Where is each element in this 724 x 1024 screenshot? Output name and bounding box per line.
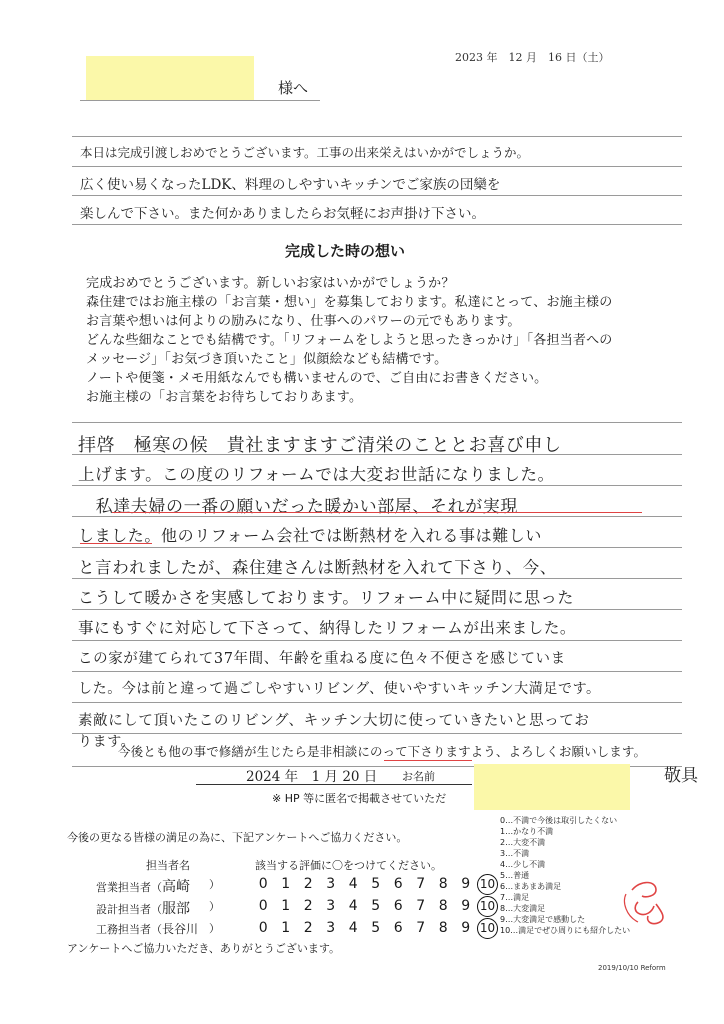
rule-line (72, 609, 682, 610)
rating-option[interactable]: 4 (348, 920, 358, 936)
rating-option-selected[interactable]: 10 (477, 874, 498, 895)
rating-option[interactable]: 9 (461, 876, 471, 892)
legend-item: 0…不満で今後は取引したくない (500, 816, 618, 825)
rating-option[interactable]: 4 (348, 898, 358, 914)
red-underline (80, 543, 152, 544)
role-label: 設計担当者（ (96, 903, 162, 916)
rule-line (72, 547, 682, 548)
survey-row-design (96, 898, 496, 920)
rating-option[interactable]: 7 (416, 920, 426, 936)
rule-line (72, 195, 682, 196)
rule-line (72, 136, 682, 137)
rating-option[interactable]: 5 (371, 876, 381, 892)
rating-option[interactable]: 1 (281, 920, 291, 936)
rule-line (72, 485, 682, 486)
rule-line (72, 578, 682, 579)
rating-option[interactable]: 9 (461, 898, 471, 914)
rule-line (72, 733, 682, 734)
role-close: ） (209, 878, 220, 891)
role-label: 営業担当者（ (96, 881, 162, 894)
letter-line: この家が建てられて37年間、年齢を重ねる度に色々不便さを感じていま (78, 651, 566, 667)
rule-line (72, 671, 682, 672)
survey-row-sales (96, 876, 496, 898)
rule-line (72, 640, 682, 641)
rating-scale[interactable] (252, 896, 498, 917)
rating-option[interactable]: 8 (438, 876, 448, 892)
top-note-line: 本日は完成引渡しおめでとうございます。工事の出来栄えはいかがでしょうか。 (80, 145, 530, 160)
rating-option[interactable]: 5 (371, 920, 381, 936)
intro-line: どんな些細なことでも結構です。「リフォームをしようと思ったきっかけ」「各担当者への (86, 333, 613, 348)
rating-option-selected[interactable]: 10 (477, 918, 498, 939)
rating-option[interactable]: 3 (326, 920, 336, 936)
letter-line: 上げます。この度のリフォームでは大変お世話になりました。 (78, 465, 555, 484)
role-close: ） (209, 900, 220, 913)
intro-paragraph (86, 272, 646, 405)
letter-line: 私達夫婦の一番の願いだった暖かい部屋、それが実現 (78, 497, 518, 517)
role-close: ） (209, 922, 220, 935)
intro-line: 森住建ではお施主様の「お言葉・想い」を募集しております。私達にとって、お施主様の (86, 295, 613, 310)
legend-item: 1…かなり不満 (500, 827, 554, 836)
staff-name: 服部 (162, 901, 190, 917)
rating-option[interactable]: 2 (303, 920, 313, 936)
letter-line: ります。 (78, 734, 136, 750)
letter-line: した。今は前と違って過ごしやすいリビング、使いやすいキッチン大満足です。 (78, 681, 601, 697)
legend-item: 7…満足 (500, 893, 530, 902)
header-date: 2023 年 12 月 16 日（土） (455, 51, 610, 64)
rating-option[interactable]: 6 (393, 898, 403, 914)
rating-option-selected[interactable]: 10 (477, 896, 498, 917)
rating-option[interactable]: 6 (393, 876, 403, 892)
legend-item: 10…満足でぜひ周りにも紹介したい (500, 926, 631, 935)
rating-option[interactable]: 1 (281, 898, 291, 914)
closing-keigu: 敬具 (664, 766, 698, 786)
rating-option[interactable]: 4 (348, 876, 358, 892)
anonymity-notice: ※ HP 等に匿名で掲載させていただ (272, 792, 447, 805)
legend-item: 9…大変満足で感動した (500, 915, 586, 924)
rating-option[interactable]: 0 (258, 898, 268, 914)
legend-item: 8…大変満足 (500, 904, 546, 913)
rating-option[interactable]: 8 (438, 920, 448, 936)
rating-option[interactable]: 8 (438, 898, 448, 914)
rating-option[interactable]: 2 (303, 898, 313, 914)
staff-header: 担当者名 (146, 859, 190, 872)
signature-underline (196, 784, 472, 785)
recipient-name-redaction (86, 56, 254, 100)
letter-line: 素敵にして頂いたこのリビング、キッチン大切に使っていきたいと思ってお (78, 713, 590, 729)
red-underline (384, 760, 472, 761)
rating-scale[interactable] (252, 874, 498, 895)
intro-line: ノートや便箋・メモ用紙なんでも構いませんので、ご自由にお書きください。 (86, 371, 548, 386)
rating-option[interactable]: 2 (303, 876, 313, 892)
intro-line: メッセージ」「お気づき頂いたこと」似顔絵なども結構です。 (86, 352, 448, 367)
survey-thanks: アンケートへご協力いただき、ありがとうございます。 (67, 942, 341, 955)
rule-line (72, 702, 682, 703)
rule-line (72, 224, 682, 225)
legend-item: 3…不満 (500, 849, 530, 858)
rating-option[interactable]: 3 (326, 898, 336, 914)
legend-item: 2…大変不満 (500, 838, 546, 847)
rating-option[interactable]: 0 (258, 876, 268, 892)
rating-option[interactable]: 7 (416, 876, 426, 892)
letter-line: 拝啓 極寒の候 貴社ますますご清栄のこととお喜び申し (78, 435, 562, 456)
intro-line: 完成おめでとうございます。新しいお家はいかがでしょうか？ (86, 276, 455, 291)
rating-option[interactable]: 3 (326, 876, 336, 892)
top-note-line: 楽しんで下さい。また何かありましたらお気軽にお声掛け下さい。 (80, 206, 485, 222)
signature-date: 2024 年 1 月 20 日 (246, 769, 378, 785)
letter-line: しました。他のリフォーム会社では断熱材を入れる事は難しい (78, 526, 543, 545)
intro-line: お施主様の「お言葉をお待ちしておりあます。 (86, 390, 363, 405)
staff-name: 高崎 (162, 879, 190, 895)
rating-scale[interactable] (252, 918, 498, 939)
letter-line: 今後とも他の事で修繕が生じたら是非相談にのって下さりますよう、よろしくお願いします。 (118, 744, 647, 759)
legend-item: 6…まあまあ満足 (500, 882, 562, 891)
top-note-line: 広く使い易くなったLDK、料理のしやすいキッチンでご家族の団欒を (80, 177, 501, 193)
rating-option[interactable]: 5 (371, 898, 381, 914)
legend-item: 4…少し不満 (500, 860, 546, 869)
rating-option[interactable]: 1 (281, 876, 291, 892)
staff-name: 長谷川 (162, 922, 199, 936)
form-code: 2019/10/10 Reform (598, 964, 666, 972)
role-label: 工務担当者（ (96, 923, 162, 936)
rating-option[interactable]: 9 (461, 920, 471, 936)
legend-item: 5…普通 (500, 871, 530, 880)
name-label: お名前 (402, 770, 435, 783)
letter-line: 事にもすぐに対応して下さって、納得したリフォームが出来ました。 (78, 619, 577, 637)
recipient-underline (80, 100, 320, 101)
rule-line (72, 422, 682, 423)
rating-option[interactable]: 6 (393, 920, 403, 936)
survey-intro: 今後の更なる皆様の満足の為に、下記アンケートへご協力ください。 (67, 831, 408, 844)
letter-line: と言われましたが、森住建さんは断熱材を入れて下さり、今、 (78, 558, 557, 577)
red-underline (112, 512, 642, 513)
survey-row-construction (96, 920, 496, 942)
letter-line: こうして暖かさを実感しております。リフォーム中に疑問に思った (78, 588, 574, 607)
rating-option[interactable]: 0 (258, 920, 268, 936)
signature-name-redaction (474, 764, 630, 810)
recipient-suffix: 様へ (278, 79, 309, 97)
intro-line: お言葉や想いは何よりの励みになり、仕事へのパワーの元でもあります。 (86, 314, 521, 329)
red-ink-mark-icon (616, 872, 676, 932)
section-title: 完成した時の想い (285, 242, 406, 260)
rating-option[interactable]: 7 (416, 898, 426, 914)
rating-header: 該当する評価に〇をつけてください。 (255, 859, 442, 872)
rule-line (72, 166, 682, 167)
